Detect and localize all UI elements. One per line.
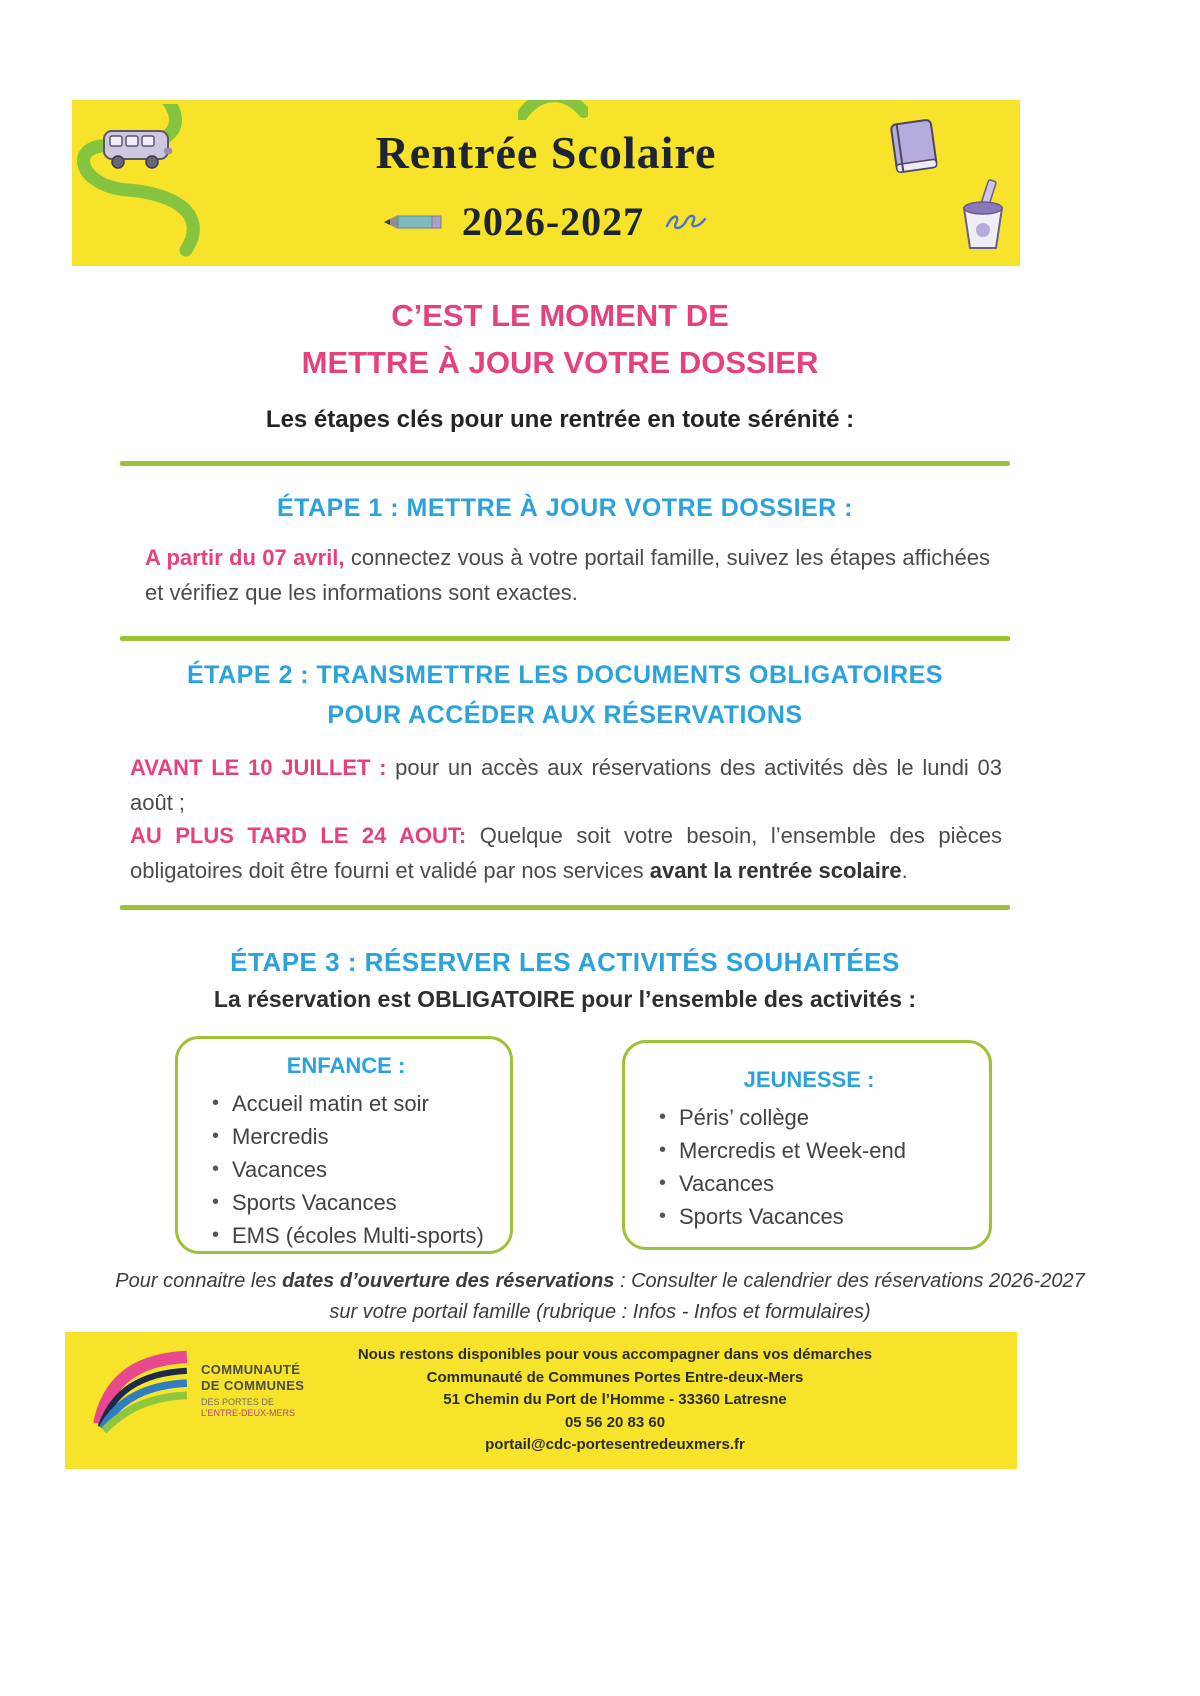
- etape2-paragraph-1: [130, 750, 1002, 820]
- logo-line2: DE COMMUNES: [201, 1377, 305, 1393]
- list-item-label: Vacances: [232, 1157, 327, 1182]
- etape1-title: ÉTAPE 1 : METTRE À JOUR VOTRE DOSSIER :: [276, 494, 854, 522]
- list-item: [659, 1134, 979, 1167]
- etape2-paragraph-2: [130, 818, 1002, 888]
- note-bold: dates d’ouverture des réservations: [282, 1270, 615, 1292]
- logo-line4: L’ENTRE-DEUX-MERS: [201, 1407, 296, 1418]
- list-item: [659, 1200, 979, 1233]
- jeunesse-box: [622, 1040, 992, 1250]
- book-icon: [886, 116, 942, 178]
- footer-line3: 51 Chemin du Port de l’Homme - 33360 Latresne: [443, 1391, 787, 1408]
- list-item-label: Mercredis: [232, 1124, 329, 1149]
- intro-heading-line1: C’EST LE MOMENT DE: [391, 298, 729, 333]
- banner-year: 2026-2027: [461, 199, 645, 244]
- list-item: [212, 1153, 500, 1186]
- bus-icon: [100, 122, 176, 172]
- logo-line3: DES PORTES DE: [201, 1396, 274, 1407]
- footer-line4: 05 56 20 83 60: [564, 1413, 666, 1431]
- banner-title: Rentrée Scolaire: [375, 127, 717, 178]
- intro-subheading: Les étapes clés pour une rentrée en toute sérénité :: [265, 406, 855, 433]
- etape1-paragraph: [145, 540, 990, 610]
- etape2-p2-end: .: [901, 858, 908, 883]
- list-item: [659, 1167, 979, 1200]
- header-banner: [72, 100, 1020, 266]
- note-middle: : Consulter le calendrier des réservations 2026-2027: [614, 1270, 1085, 1292]
- etape3-subtitle: La réservation est OBLIGATOIRE pour l’ensemble des activités :: [213, 986, 917, 1012]
- footer-banner: [65, 1332, 1017, 1469]
- etape3-title: ÉTAPE 3 : RÉSERVER LES ACTIVITÉS SOUHAITÉES: [230, 947, 900, 977]
- enfance-title: ENFANCE :: [286, 1053, 406, 1078]
- footer-email: portail@cdc-portesentredeuxmers.fr: [485, 1436, 745, 1453]
- section-divider: [120, 905, 1010, 910]
- jeunesse-title: JEUNESSE :: [743, 1067, 875, 1092]
- enfance-box: [175, 1036, 513, 1254]
- list-item: [212, 1087, 500, 1120]
- list-item-label: Sports Vacances: [232, 1190, 397, 1215]
- list-item-label: Mercredis et Week-end: [679, 1138, 907, 1163]
- etape2-title-line1: ÉTAPE 2 : TRANSMETTRE LES DOCUMENTS OBLIGATOIRES: [187, 661, 943, 689]
- etape2-p2-bold: avant la rentrée scolaire: [649, 858, 902, 883]
- reservation-note: [60, 1266, 1140, 1328]
- enfance-list: [192, 1087, 500, 1252]
- list-item-label: Vacances: [679, 1171, 774, 1196]
- intro-heading-line2: METTRE À JOUR VOTRE DOSSIER: [301, 345, 819, 380]
- etape2-p2-body: Quelque soit votre besoin, l’ensemble des pièces obligatoires doit être fourni et validé par nos services: [130, 823, 1002, 883]
- etape2-p2-lead: AU PLUS TARD LE 24 AOUT:: [130, 823, 467, 848]
- etape1-lead: A partir du 07 avril,: [145, 545, 345, 570]
- list-item-label: EMS (écoles Multi-sports): [232, 1223, 484, 1248]
- etape1-body: connectez vous à votre portail famille, suivez les étapes affichées et vérifiez que les informations sont exactes.: [145, 545, 990, 605]
- list-item: [212, 1186, 500, 1219]
- list-item: [212, 1120, 500, 1153]
- section-divider: [120, 461, 1010, 466]
- crayon-pot-icon: [954, 178, 1012, 252]
- etape2-title: [110, 655, 1020, 735]
- footer-line1: Nous restons disponibles pour vous accompagner dans vos démarches: [357, 1346, 873, 1363]
- list-item: [212, 1219, 500, 1252]
- etape2-p1-body: pour un accès aux réservations des activités dès le lundi 03 août ;: [130, 755, 1002, 815]
- list-item: [659, 1101, 979, 1134]
- list-item-label: Accueil matin et soir: [232, 1091, 429, 1116]
- scribble-icon: [664, 209, 708, 235]
- section-divider: [120, 636, 1010, 641]
- jeunesse-list: [639, 1101, 979, 1233]
- footer-contact: [255, 1344, 975, 1457]
- list-item-label: Péris’ collège: [679, 1105, 810, 1130]
- intro-heading: [100, 292, 1020, 386]
- list-item-label: Sports Vacances: [679, 1204, 844, 1229]
- note-line2: sur votre portail famille (rubrique : Infos - Infos et formulaires): [329, 1301, 871, 1323]
- logo-line1: COMMUNAUTÉ: [201, 1361, 301, 1377]
- pencil-icon: [384, 213, 442, 231]
- arc-decoration: [518, 100, 588, 120]
- etape2-title-line2: POUR ACCÉDER AUX RÉSERVATIONS: [327, 701, 803, 729]
- cdc-logo-icon: [93, 1344, 193, 1436]
- etape2-p1-lead: AVANT LE 10 JUILLET :: [130, 755, 387, 780]
- footer-line2: Communauté de Communes Portes Entre-deux-Mers: [426, 1368, 804, 1386]
- note-prefix: Pour connaitre les: [115, 1270, 283, 1292]
